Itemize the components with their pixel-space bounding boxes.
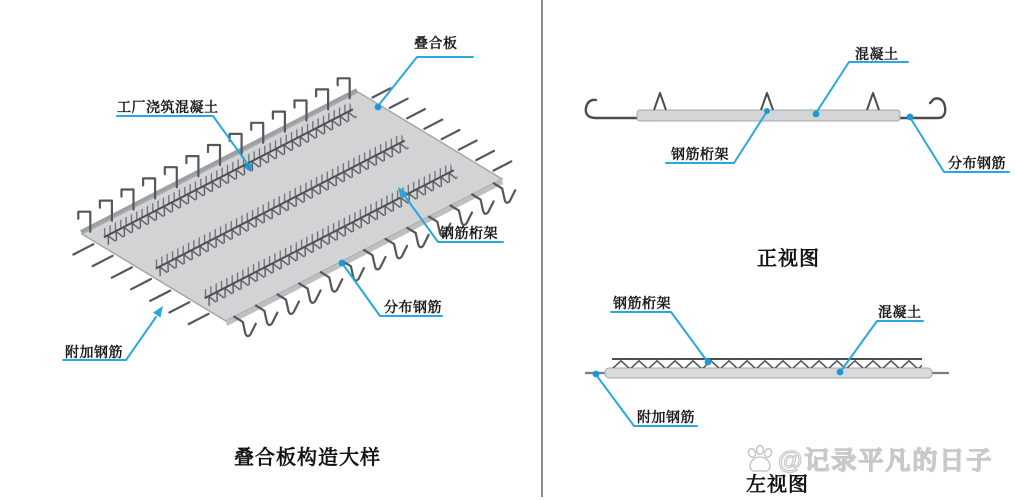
left-view-title: 左视图 — [746, 474, 809, 496]
front-truss-peaks — [654, 93, 879, 110]
front-view-title: 正视图 — [757, 248, 820, 270]
left-view-slab — [605, 368, 932, 378]
front-right-hook-bar — [900, 98, 945, 118]
left-view-label-truss: 钢筋桁架 — [613, 295, 671, 311]
left-view-truss-web — [612, 359, 922, 368]
front-label-dist-rebar: 分布钢筋 — [948, 155, 1006, 171]
iso-label-slab: 叠合板 — [414, 35, 458, 51]
front-label-concrete: 混凝土 — [855, 46, 899, 62]
left-view-label-add-rebar: 附加钢筋 — [637, 409, 695, 425]
left-view-label-concrete: 混凝土 — [878, 304, 922, 320]
iso-label-dist-rebar: 分布钢筋 — [384, 299, 442, 315]
front-view — [586, 62, 1009, 172]
iso-label-factory-concrete: 工厂浇筑混凝土 — [117, 99, 219, 115]
front-label-truss: 钢筋桁架 — [671, 146, 729, 162]
panel-divider — [541, 0, 543, 497]
iso-title: 叠合板构造大样 — [234, 447, 381, 469]
iso-label-truss: 钢筋桁架 — [440, 225, 498, 241]
iso-label-add-rebar: 附加钢筋 — [65, 344, 123, 360]
front-left-hook-bar — [586, 100, 637, 118]
watermark-text: @记录平凡的日子 — [778, 447, 994, 475]
